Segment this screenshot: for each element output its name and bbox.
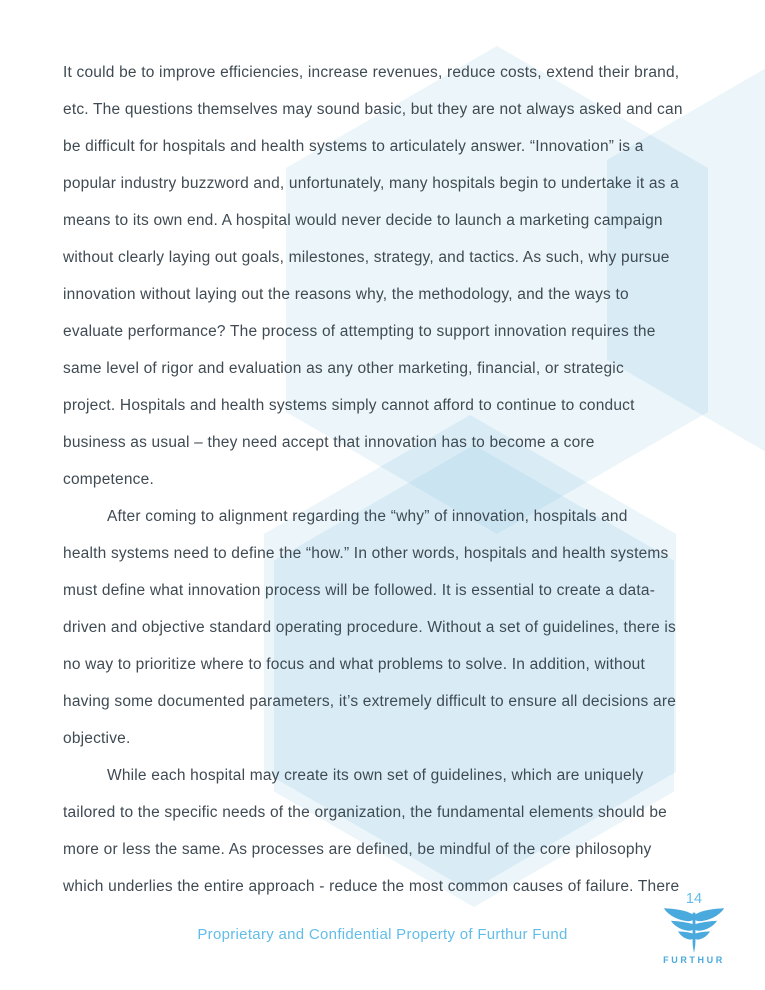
- text-line: means to its own end. A hospital would never decide to launch a marketing campaign: [63, 212, 663, 229]
- text-line: no way to prioritize where to focus and what problems to solve. In addition, without: [63, 656, 645, 673]
- text-line: tailored to the specific needs of the organization, the fundamental elements should be: [63, 804, 667, 821]
- text-line: be difficult for hospitals and health systems to articulately answer. “Innovation” is a: [63, 138, 644, 155]
- text-line: health systems need to define the “how.” In other words, hospitals and health systems: [63, 545, 669, 562]
- furthur-logo-wordmark: FURTHUR: [663, 955, 725, 965]
- text-line: more or less the same. As processes are defined, be mindful of the core philosophy: [63, 841, 652, 858]
- page-number: 14: [685, 891, 703, 907]
- text-line: innovation without laying out the reasons why, the methodology, and the ways to: [63, 286, 629, 303]
- body-text: [63, 54, 715, 905]
- furthur-logo-icon: [662, 908, 726, 953]
- text-line: business as usual – they need accept that innovation has to become a core: [63, 434, 595, 451]
- text-line: which underlies the entire approach - reduce the most common causes of failure. There: [63, 878, 680, 895]
- text-line: project. Hospitals and health systems simply cannot afford to continue to conduct: [63, 397, 635, 414]
- text-line: It could be to improve efficiencies, increase revenues, reduce costs, extend their brand,: [63, 64, 680, 81]
- text-line: without clearly laying out goals, milestones, strategy, and tactics. As such, why pursue: [63, 249, 670, 266]
- footer-confidentiality-text: Proprietary and Confidential Property of Furthur Fund: [197, 926, 568, 943]
- text-line: competence.: [63, 471, 154, 488]
- text-line: popular industry buzzword and, unfortunately, many hospitals begin to undertake it as a: [63, 175, 679, 192]
- text-line: same level of rigor and evaluation as any other marketing, financial, or strategic: [63, 360, 624, 377]
- text-line: must define what innovation process will be followed. It is essential to create a data-: [63, 582, 656, 599]
- text-line: evaluate performance? The process of attempting to support innovation requires the: [63, 323, 656, 340]
- text-line: objective.: [63, 730, 131, 747]
- text-line: driven and objective standard operating procedure. Without a set of guidelines, there is: [63, 619, 676, 636]
- text-line: having some documented parameters, it’s extremely difficult to ensure all decisions are: [63, 693, 677, 710]
- text-line: While each hospital may create its own set of guidelines, which are uniquely: [107, 767, 644, 784]
- furthur-logo: [648, 891, 740, 965]
- text-line: After coming to alignment regarding the “why” of innovation, hospitals and: [107, 508, 628, 525]
- text-line: etc. The questions themselves may sound basic, but they are not always asked and can: [63, 101, 683, 118]
